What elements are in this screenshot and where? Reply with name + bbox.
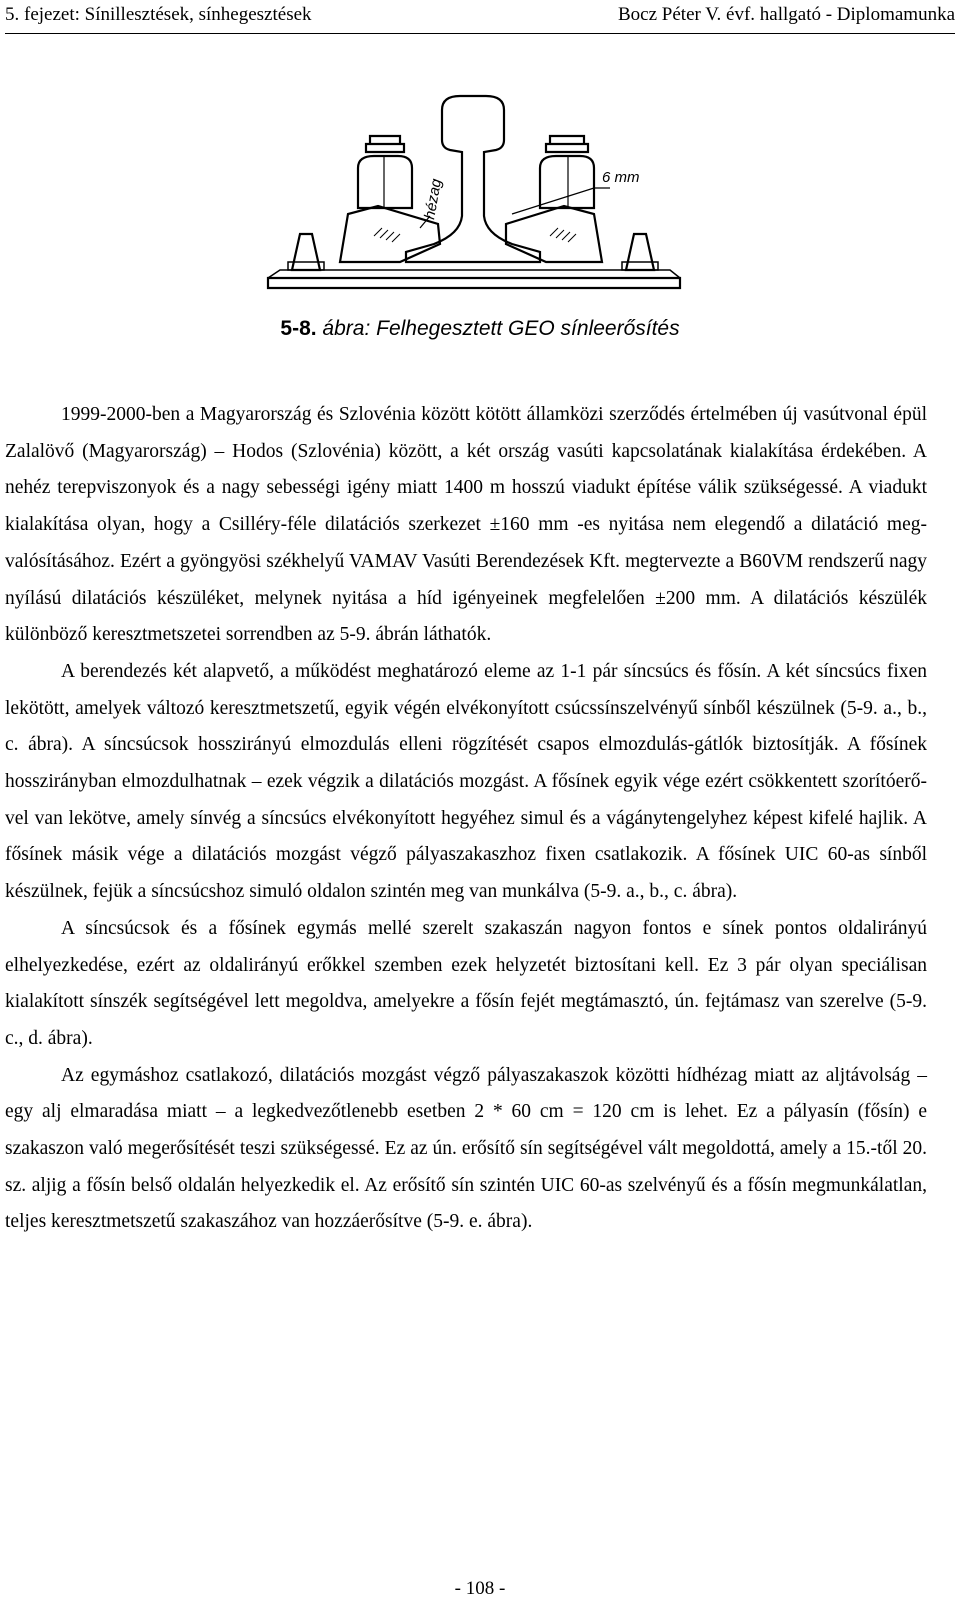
rail-profile: [406, 96, 540, 262]
dimension-label: 6 mm: [602, 169, 640, 186]
page-number: - 108 -: [454, 1578, 506, 1599]
right-clamp: [506, 206, 602, 262]
gap-label: hézag: [421, 177, 446, 221]
caption-number: 5-8.: [280, 317, 323, 340]
paragraph-1: 1999-2000-ben a Magyarország és Szlovénia között kötött államközi szerződés értelmében új vasútvonal épül Zalalövő (Magyarország) – Hodos (Szlovénia) között, a két ország vasúti kapcsolatának kialakítása érdekében. A nehéz terepviszonyok és a nagy sebességi igény miatt 1400 m hosszú viadukt építése válik szükségessé. A viadukt kialakítása olyan, hogy a Csilléry-féle dilatációs szerkezet ±160 mm -es nyitása nem elegendő a dilatáció megvalósításához. Ezért a gyöngyösi székhelyű VAMAV Vasúti Berendezések Kft. megtervezte a B60VM rendszerű nagy nyílású dilatációs készüléket, melynek nyitása a híd igényeinek megfelelően ±200 mm. A dilatációs készülék különböző keresztmetszetei sorrendben az 5-9. ábrán láthatók.: [5, 404, 927, 646]
left-anchor-bolt: [292, 234, 320, 270]
paragraph-2: A berendezés két alapvető, a működést meghatározó eleme az 1-1 pár síncsúcs és fősín. A két síncsúcs fixen lekötött, amelyek változó keresztmetszetű, egyik végén elvékonyított csúcssínszelvényű sínből készülnek (5-9. a., b., c. ábra). A síncsúcsok hosszirányú elmozdulás elleni rögzítését csapos elmozdulás-gátlók biztosítják. A fősínek hosszirányban elmozdulhatnak – ezek végzik a dilatációs mozgást. A fősínek egyik vége ezért csökkentett szorítóerővel van lekötve, amely sínvég a síncsúcs elvékonyított hegyéhez simul és a vágánytengelyhez képest kifelé hajlik. A fősínek másik vége a dilatációs mozgást végző pályaszakaszhoz fixen csatlakozik. A fősínek UIC 60-as sínből készülnek, fejük a síncsúcshoz simuló oldalon szintén meg van munkálva (5-9. a., b., c. ábra).: [5, 660, 927, 903]
right-anchor-bolt: [626, 234, 654, 270]
base-plate: [268, 278, 680, 288]
figure-caption: [0, 314, 960, 343]
paragraph-3: A síncsúcsok és a fősínek egymás mellé szerelt szakaszán nagyon fontos e sínek pontos oldalirányú elhelyezkedése, ezért az oldalirányú erőkkel szemben ezek helyzetét biztosítani kell. Ez 3 pár olyan speciálisan kialakított sínszék segítségével lett megoldva, amelyekre a fősín fejét megtámasztó, ún. fejtámasz van szerelve (5-9. c., d. ábra).: [5, 917, 927, 1049]
caption-text: : Felhegesztett GEO sínleerősítés: [364, 317, 680, 340]
weld-hatching: [374, 228, 576, 242]
page-header: [5, 3, 955, 34]
caption-word: ábra: [322, 317, 365, 340]
header-chapter: 5. fejezet: Sínillesztések, sínhegesztések: [5, 4, 312, 25]
rail-fastening-figure: [250, 48, 700, 310]
paragraph-4: Az egymáshoz csatlakozó, dilatációs mozgást végző pályaszakaszok közötti hídhézag miatt az aljtávolság – egy alj elmaradása miatt – a legkedvezőtlenebb esetben 2 * 60 cm = 120 cm is lehet. Ez a pályasín (fősín) e szakaszon való megerősítését teszi szükségessé. Ez az ún. erősítő sín segítségével vált megoldottá, amely a 15.-től 20. sz. aljig a fősín belső oldalán helyezkedik el. Az erősítő sín szintén UIC 60-as szelvényű és a fősín megmunkálatlan, teljes keresztmetszetű szakaszához van hozzáerősítve (5-9. e. ábra).: [5, 1064, 927, 1233]
header-author: Bocz Péter V. évf. hallgató - Diplomamunka: [618, 4, 955, 25]
body-text: [5, 397, 927, 1241]
